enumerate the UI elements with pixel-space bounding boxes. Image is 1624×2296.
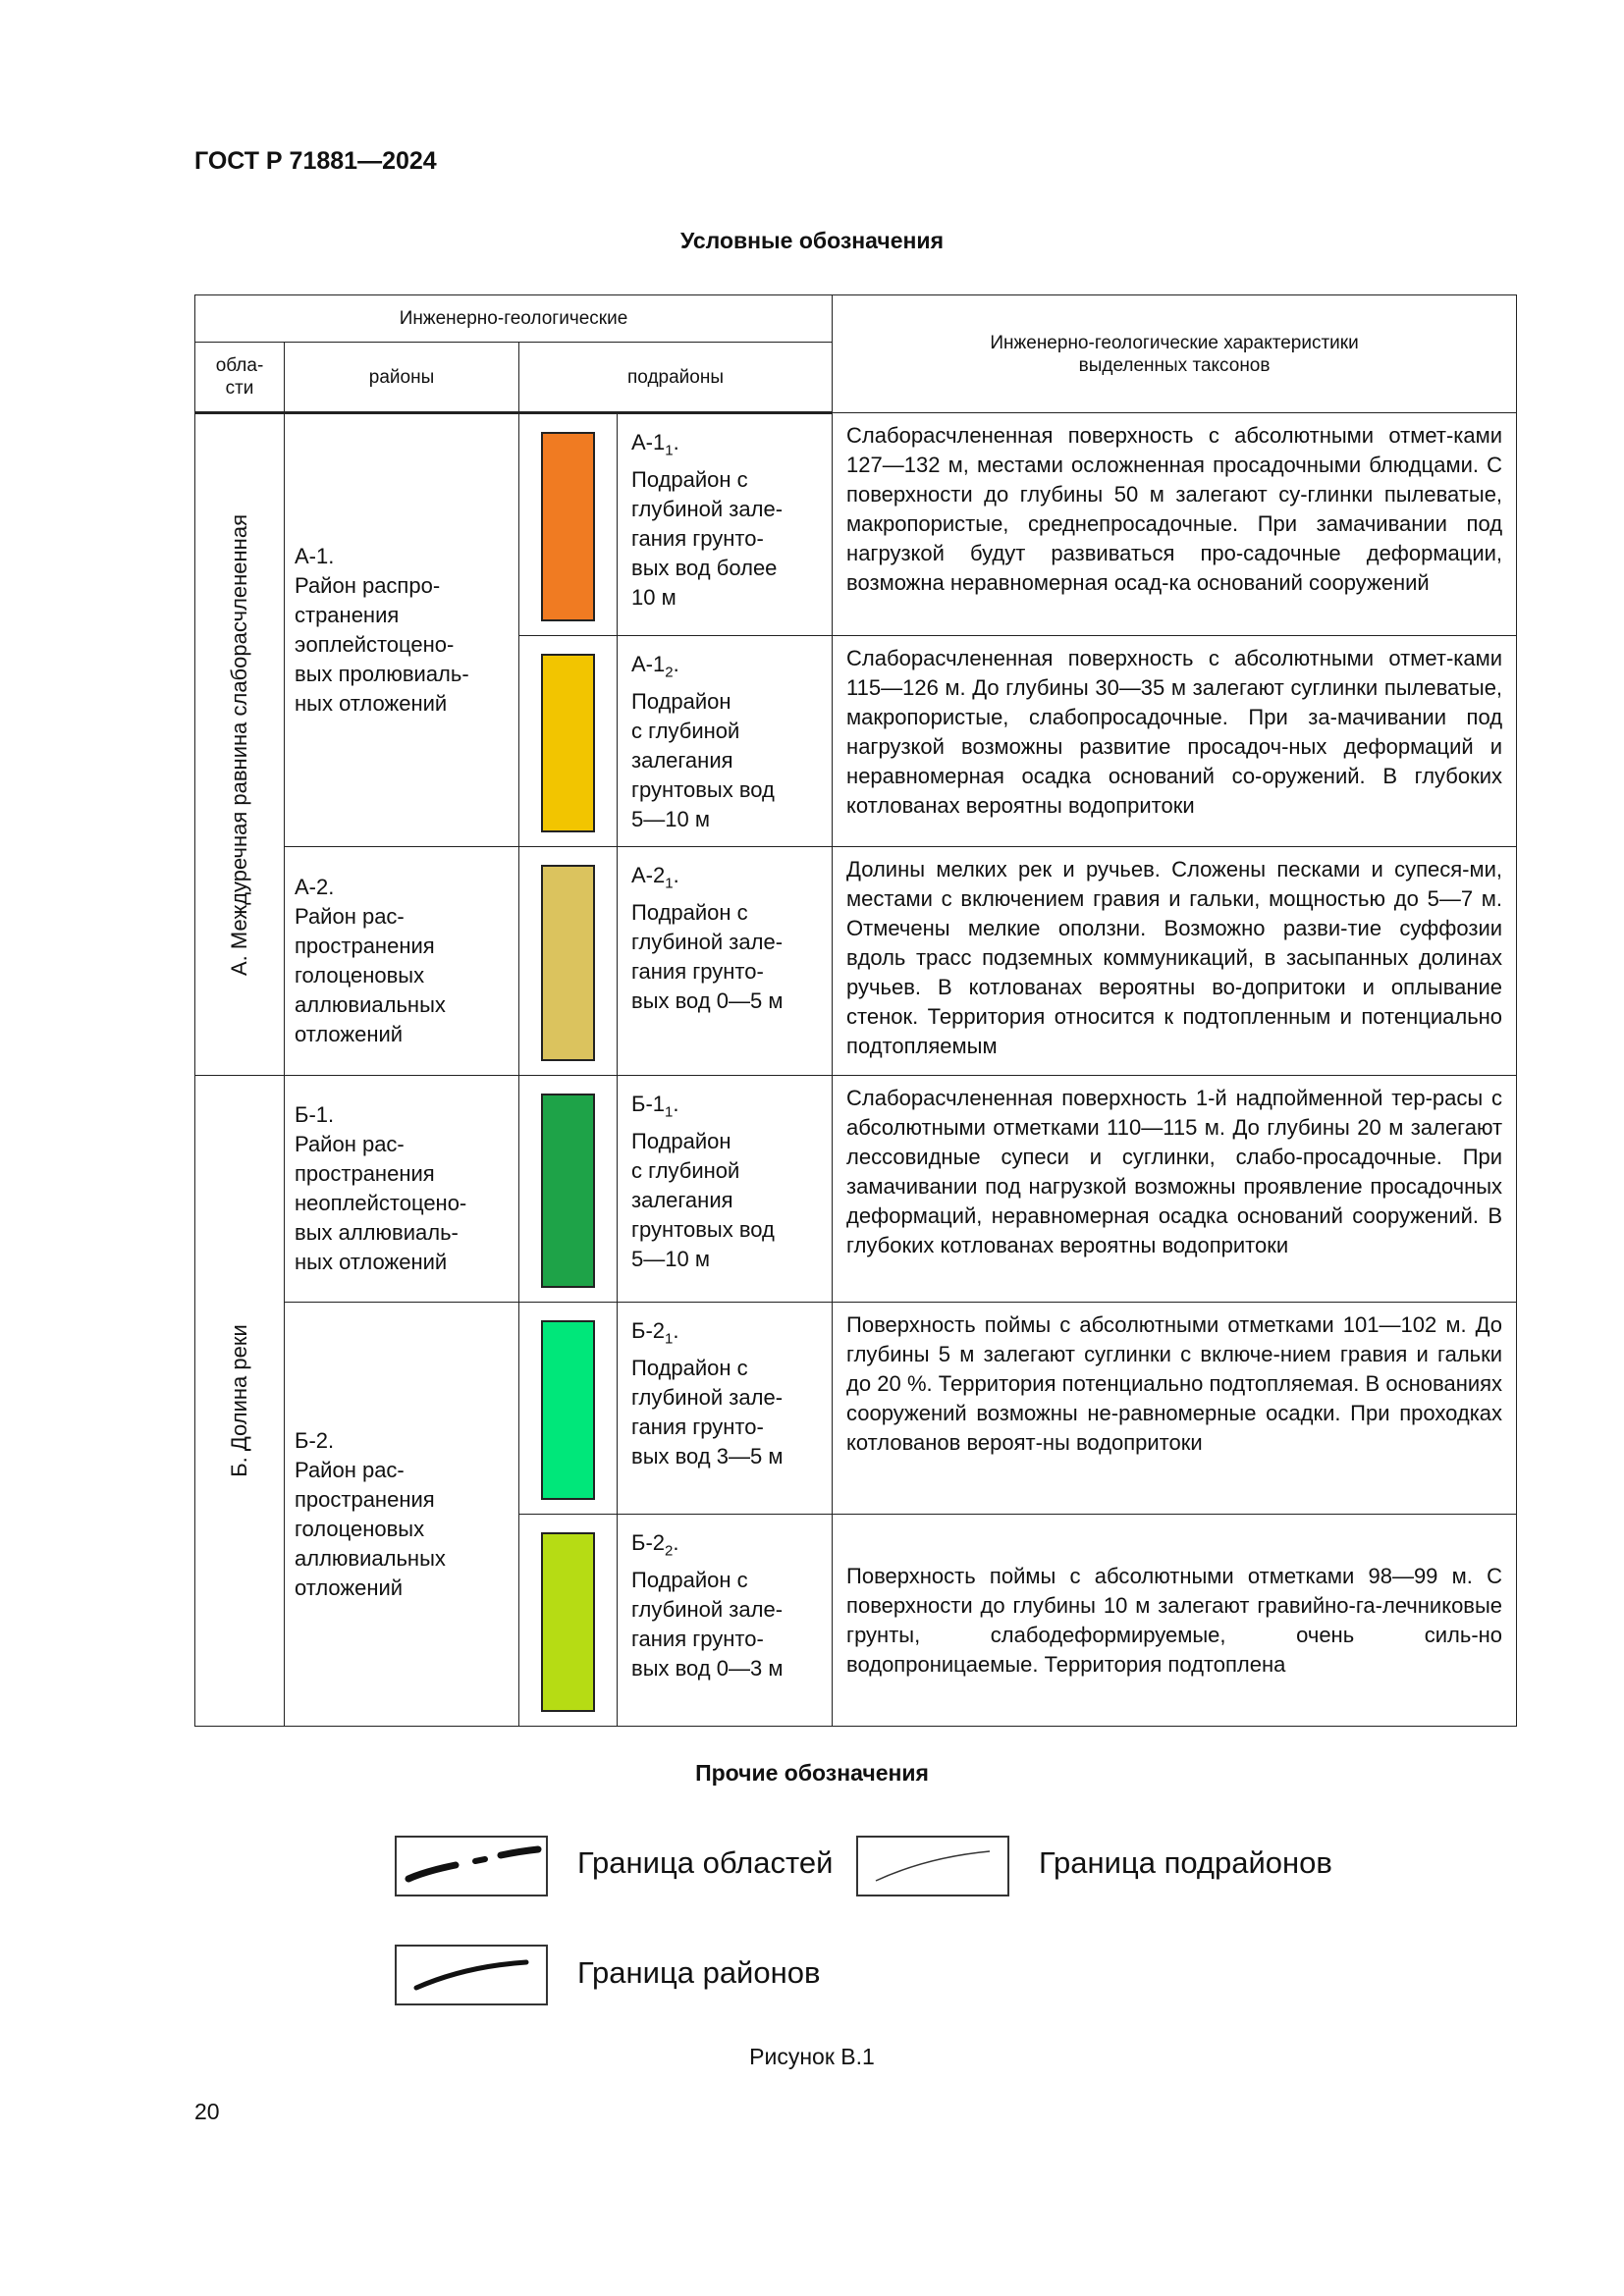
header-subdistricts: подрайоны [519,343,833,413]
legend-table [194,294,1517,1727]
subdistrict-a12-code: А-1 [631,652,666,676]
subdistrict-b11: $Б-1_1$. Подрайон с глубиной залегания грунтовых вод 5—10 м [618,1076,833,1303]
swatch-cell-a11 [519,413,618,636]
subdistrict-b21-code: Б-2 [631,1318,665,1343]
subdistrict-b21: $Б-2_1$. Подрайон с глубиной зале- гания грунто- вых вод 3—5 м [618,1303,833,1515]
header-districts: районы [285,343,519,413]
subdistrict-b22-label: Подрайон с глубиной зале- гания грунто- вых вод 0—3 м [631,1568,784,1682]
subdistrict-b22-code: Б-2 [631,1530,665,1555]
description-a21: Долины мелких рек и ручьев. Сложены песками и супеся-ми, местами с включением гравия и гальки, мощностью до 5—7 м. Отмечены мелкие оползни. Возможно разви-тие суффозии вдоль трасс подземных коммуникаций, в засыпанных долинах ручьев. В котлованах вероятны во-допритоки и оплывание стенок. Территория относится к подтопленным и потенциально подтопляемым [833,847,1517,1076]
region-a-label: А. Междуречная равнина слаборасчлененная [227,513,251,976]
subdistrict-a21: $А-2_1$. Подрайон с глубиной зале- гания грунто- вых вод 0—5 м [618,847,833,1076]
subdistrict-a11-label: Подрайон с глубиной зале- гания грунто- вых вод более 10 м [631,467,784,611]
swatch-cell-a21 [519,847,618,1076]
header-characteristics [833,295,1517,413]
swatch-a11 [541,432,595,621]
swatch-a21 [541,865,595,1061]
header-regions-text: обла- сти [215,355,264,399]
subdistrict-a12-index: 2 [665,664,674,681]
district-border-symbol [395,1945,548,2005]
description-b11: Слаборасчлененная поверхность 1-й надпойменной тер-расы с абсолютными отметками 110—115 м. До глубины 20 м залегают лессовидные супеси и суглинки, слабо-просадочные. При замачивании под нагрузкой возможны проявление просадочных деформаций, неравномерная осадка оснований сооружений. В глубоких котлованах вероятны водопритоки [833,1076,1517,1303]
district-a1 [285,413,519,847]
swatch-cell-b22 [519,1515,618,1727]
region-a [195,413,285,1076]
swatch-cell-a12 [519,636,618,847]
header-regions [195,343,285,413]
district-b2-label: Б-2. Район рас- пространения голоценовых аллювиальных отложений [295,1427,446,1600]
subdistrict-b11-label: Подрайон с глубиной залегания грунтовых вод 5—10 м [631,1129,775,1272]
subdistrict-a11-index: 1 [665,442,674,459]
subdistrict-a21-label: Подрайон с глубиной зале- гания грунто- вых вод 0—5 м [631,900,784,1014]
subdistrict-border-line-icon [858,1838,1007,1895]
swatch-b22 [541,1532,595,1712]
swatch-cell-b11 [519,1076,618,1303]
region-border-line-icon [397,1838,546,1895]
description-a12: Слаборасчлененная поверхность с абсолютными отмет-ками 115—126 м. До глубины 30—35 м залегают суглинки пылеватые, макропористые, слабопросадочные. При за-мачивании под нагрузкой возможны развитие просадоч-ных деформаций и неравномерная осадка оснований со-оружений. В глубоких котлованах вероятны водопритоки [833,636,1517,847]
swatch-a12 [541,654,595,832]
district-b2 [285,1303,519,1727]
subdistrict-b22-index: 2 [665,1542,674,1560]
subdistrict-border-label: Граница подрайонов [1039,1845,1332,1880]
description-b22: Поверхность поймы с абсолютными отметками 98—99 м. С поверхности до глубины 10 м залегают гравийно-га-лечниковые грунты, слабодеформируемые, очень силь-но водопроницаемые. Территория подтоплена [833,1515,1517,1727]
subdistrict-a11: $А-1_1$. Подрайон с глубиной зале- гания грунто- вых вод более 10 м [618,413,833,636]
figure-caption: Рисунок В.1 [749,2044,875,2069]
description-b21: Поверхность поймы с абсолютными отметками 101—102 м. До глубины 5 м залегают суглинки с включе-нием гравия и гальки до 20 %. Территория потенциально подтопляемая. В основаниях сооружений возможны не-равномерные осадки. При проходках котлованов вероят-ны водопритоки [833,1303,1517,1515]
subdistrict-a21-code: А-2 [631,863,666,887]
legend-title: Условные обозначения [679,228,944,253]
subdistrict-a12-label: Подрайон с глубиной залегания грунтовых вод 5—10 м [631,689,775,832]
subdistrict-a12: $А-1_2$. Подрайон с глубиной залегания грунтовых вод 5—10 м [618,636,833,847]
region-b [195,1076,285,1727]
page-number: 20 [194,2099,220,2124]
district-border-label: Граница районов [577,1955,821,1990]
subdistrict-b21-index: 1 [665,1330,674,1348]
swatch-cell-b21 [519,1303,618,1515]
swatch-b11 [541,1094,595,1288]
district-a2-label: А-2. Район рас- пространения голоценовых аллювиальных отложений [295,875,446,1046]
other-symbols-title: Прочие обозначения [695,1760,929,1786]
region-b-label: Б. Долина реки [227,1324,251,1477]
region-border-symbol [395,1836,548,1896]
district-border-line-icon [397,1947,546,2003]
header-group: Инженерно-геологические [195,295,833,343]
subdistrict-b21-label: Подрайон с глубиной зале- гания грунто- вых вод 3—5 м [631,1356,784,1469]
document-id: ГОСТ Р 71881—2024 [194,147,437,175]
district-b1-label: Б-1. Район рас- пространения неоплейстоцено- вых аллювиаль- ных отложений [295,1102,467,1274]
header-characteristics-text: Инженерно-геологические характеристики выделенных таксонов [990,332,1359,376]
subdistrict-b22: $Б-2_2$. Подрайон с глубиной зале- гания грунто- вых вод 0—3 м [618,1515,833,1727]
district-b1 [285,1076,519,1303]
district-a2 [285,847,519,1076]
subdistrict-b11-index: 1 [665,1103,674,1121]
district-a1-label: А-1. Район распро- странения эоплейстоцено- вых пролювиаль- ных отложений [295,544,469,716]
region-border-label: Граница областей [577,1845,834,1880]
subdistrict-a11-code: А-1 [631,430,666,454]
subdistrict-a21-index: 1 [665,875,674,892]
subdistrict-b11-code: Б-1 [631,1092,665,1116]
description-a11: Слаборасчлененная поверхность с абсолютными отмет-ками 127—132 м, местами осложненная просадочными блюдцами. С поверхности до глубины 50 м залегают су-глинки пылеватые, макропористые, среднепросадочные. При замачивании под нагрузкой будут развиваться про-садочные деформации, возможна неравномерная осад-ка оснований сооружений [833,413,1517,636]
swatch-b21 [541,1320,595,1500]
subdistrict-border-symbol [856,1836,1009,1896]
